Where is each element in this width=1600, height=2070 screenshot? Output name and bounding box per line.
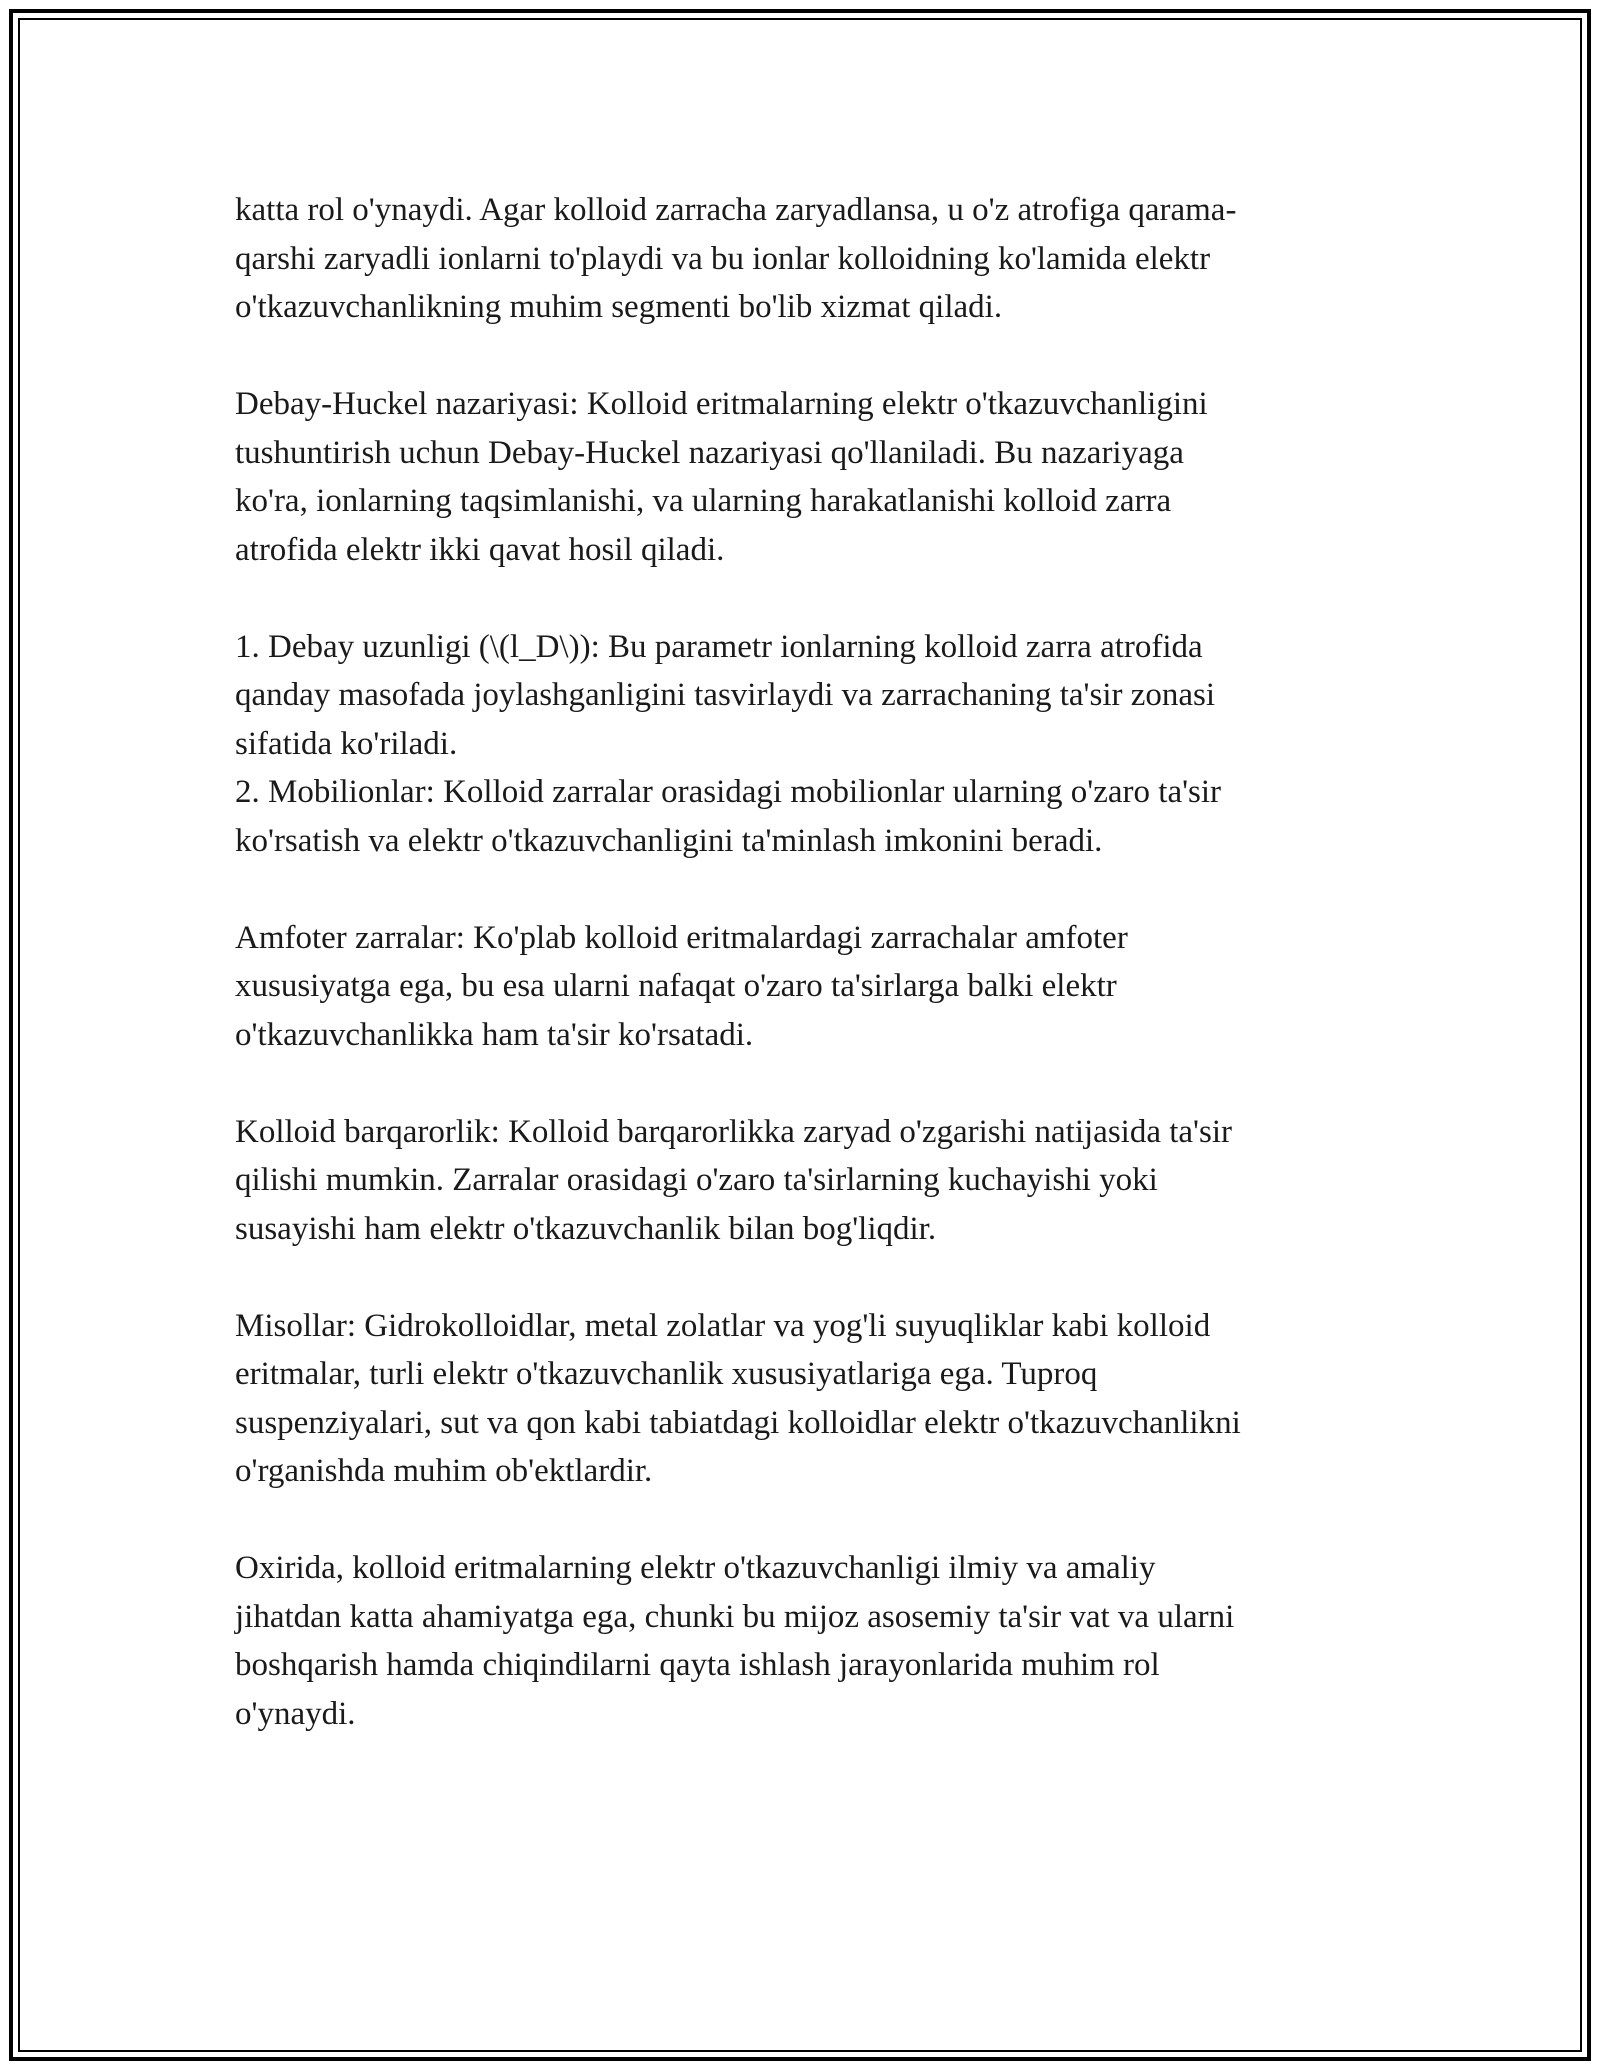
paragraph-intro-continuation: katta rol o'ynaydi. Agar kolloid zarracha zaryadlansa, u o'z atrofiga qarama- qarshi zaryadli ionlarni to'playdi va bu ionlar kolloidning ko'lamida elektr o'tkazuvchanlikning muhim segmenti bo'lib xizmat qiladi. — [235, 192, 1237, 325]
list-item-mobilions: 2. Mobilionlar: Kolloid zarralar orasidagi mobilionlar ularning o'zaro ta'sir ko'rsatish va elektr o'tkazuvchanligini ta'minlash imkonini beradi. — [235, 774, 1222, 859]
paragraph-amphoteric-particles: Amfoter zarralar: Ko'plab kolloid eritmalardagi zarrachalar amfoter xususiyatga ega, bu esa ularni nafaqat o'zaro ta'sirlarga balki elektr o'tkazuvchanlikka ham ta'sir ko'rsatadi. — [235, 919, 1128, 1053]
list-item-debay-length: 1. Debay uzunligi (\(l_D\)): Bu parametr ionlarning kolloid zarra atrofida qanday masofada joylashganligini tasvirlaydi va zarrachaning ta'sir zonasi sifatida ko'riladi. — [235, 628, 1216, 762]
document-body — [235, 186, 1365, 1787]
paragraph-conclusion: Oxirida, kolloid eritmalarning elektr o'tkazuvchanligi ilmiy va amaliy jihatdan katta ahamiyatga ega, chunki bu mijoz asosemiy ta'sir vat va ularni boshqarish hamda chiqindilarni qayta ishlash jarayonlarida muhim rol o'ynaydi. — [235, 1550, 1235, 1732]
paragraph-debay-huckel: Debay-Huckel nazariyasi: Kolloid eritmalarning elektr o'tkazuvchanligini tushuntirish uchun Debay-Huckel nazariyasi qo'llaniladi. Bu nazariyaga ko'ra, ionlarning taqsimlanishi, va ularning harakatlanishi kolloid zarra atrofida elektr ikki qavat hosil qiladi. — [235, 386, 1208, 568]
paragraph-examples: Misollar: Gidrokolloidlar, metal zolatlar va yog'li suyuqliklar kabi kolloid eritmalar, turli elektr o'tkazuvchanlik xususiyatlariga ega. Tuproq suspenziyalari, sut va qon kabi tabiatdagi kolloidlar elektr o'tkazuvchanlikni o'rganishda muhim ob'ektlardir. — [235, 1307, 1241, 1489]
paragraph-colloid-stability: Kolloid barqarorlik: Kolloid barqarorlikka zaryad o'zgarishi natijasida ta'sir qilishi mumkin. Zarralar orasidagi o'zaro ta'sirlarning kuchayishi yoki susayishi ham elektr o'tkazuvchanlik bilan bog'liqdir. — [235, 1113, 1232, 1247]
numbered-list — [235, 623, 1365, 866]
